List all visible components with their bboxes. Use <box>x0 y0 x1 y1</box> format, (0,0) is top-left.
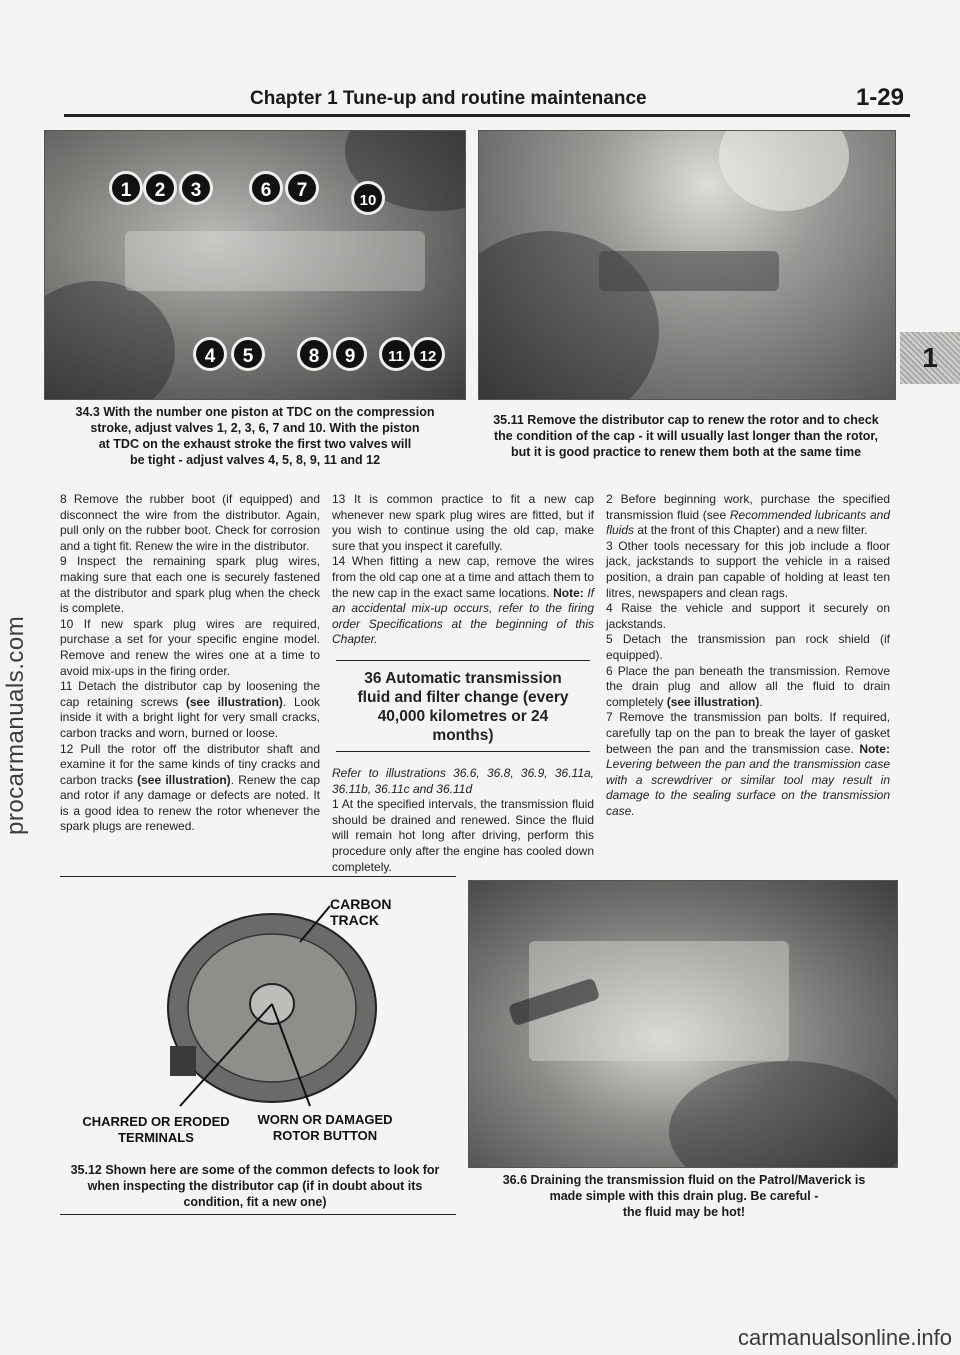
text-column-3 <box>606 492 890 819</box>
valve-number-badge: 3 <box>179 171 213 205</box>
refer-note: Refer to illustrations 36.6, 36.8, 36.9, 36.11a, 36.11b, 36.11c and 36.11d <box>332 765 594 796</box>
figure-36-6-photo <box>468 880 898 1168</box>
figure-35-12-caption: 35.12 Shown here are some of the common defects to look for when inspecting the distributor cap (if in doubt about its condition, fit a new one) <box>70 1163 440 1209</box>
valve-number-badge: 12 <box>411 337 445 371</box>
valve-number-badge: 1 <box>109 171 143 205</box>
label-charred-terminals: CHARRED OR ERODED TERMINALS <box>82 1114 230 1145</box>
valve-number-badge: 4 <box>193 337 227 371</box>
chapter-title: Chapter 1 Tune-up and routine maintenance <box>250 88 647 109</box>
paragraph: 10 If new spark plug wires are required, purchase a set for your specific engine model. Remove and renew the wires one at a time to avoid mix-ups in the firing order. <box>60 616 320 678</box>
figure-36-6-caption: 36.6 Draining the transmission fluid on the Patrol/Maverick is made simple with this drain plug. Be careful - the fluid may be hot! <box>502 1173 866 1219</box>
valve-number-badge: 10 <box>351 181 385 215</box>
figure-35-11-photo <box>478 130 896 400</box>
paragraph: 2 Before beginning work, purchase the specified transmission fluid (see Recommended lubricants and fluids at the front of this Chapter) and a new filter. <box>606 492 890 538</box>
valve-number-badge: 8 <box>297 337 331 371</box>
figure-34-3-caption: 34.3 With the number one piston at TDC on the compression stroke, adjust valves 1, 2, 3, 6, 7 and 10. With the piston at TDC on the exhaust stroke the first two valves will be tight - adjust valves 4, 5, 8, 9, 11 and 12 <box>75 405 435 467</box>
text-column-2 <box>332 492 594 875</box>
paragraph: 11 Detach the distributor cap by loosening the cap retaining screws (see illustration). Look inside it with a bright light for very small cracks, carbon tracks and worn, burned or loose. <box>60 679 320 740</box>
page-header <box>64 84 910 117</box>
page-number: 1-29 <box>855 84 904 111</box>
valve-number-badge: 7 <box>285 171 319 205</box>
valve-number-badge: 9 <box>333 337 367 371</box>
figure-35-11-caption: 35.11 Remove the distributor cap to renew the rotor and to check the condition of the cap - it will usually last longer than the rotor, but it is good practice to renew them both at the same time <box>493 413 879 459</box>
label-worn-rotor-button: WORN OR DAMAGED ROTOR BUTTON <box>257 1112 393 1143</box>
valve-number-badge: 11 <box>379 337 413 371</box>
figure-35-12-distributor-cap <box>150 896 390 1116</box>
figure-34-3-photo <box>44 130 466 400</box>
paragraph: 4 Raise the vehicle and support it securely on jackstands. <box>606 601 890 631</box>
section-title: 36 Automatic transmission fluid and filter change (every 40,000 kilometres or 24 months) <box>357 669 569 744</box>
text-column-1 <box>60 492 320 835</box>
label-carbon-track: CARBON TRACK <box>330 896 392 928</box>
paragraph: 3 Other tools necessary for this job include a floor jack, jackstands to support the vehicle in a raised position, a drain pan capable of holding at least ten litres, newspapers and clean rags. <box>606 538 890 600</box>
paragraph: 8 Remove the rubber boot (if equipped) and disconnect the wire from the distributor. Again, pull only on the rubber boot. Check for corrosion and a tight fit. Renew the wire in the distributor. <box>60 492 320 553</box>
figure-divider <box>60 1214 456 1215</box>
watermark-bottom: carmanualsonline.info <box>737 1325 952 1350</box>
valve-number-badge: 5 <box>231 337 265 371</box>
paragraph: 12 Pull the rotor off the distributor shaft and examine it for the same kinds of tiny cracks and carbon tracks (see illustration). Renew the cap and rotor if any damage or defects are noted. It is a good idea to renew the rotor whenever the spark plugs are renewed. <box>60 741 321 834</box>
paragraph: 14 When fitting a new cap, remove the wires from the old cap one at a time and attach them to the new cap in the exact same locations. Note: If an accidental mix-up occurs, refer to the firing order Specifications at the beginning of this Chapter. <box>332 554 594 647</box>
figure-divider <box>60 876 456 877</box>
section-rule <box>336 660 590 661</box>
paragraph: 1 At the specified intervals, the transmission fluid should be drained and renewed. Since the fluid will remain hot long after driving, perform this procedure only after the engine has cooled down completely. <box>332 797 594 874</box>
section-rule <box>336 751 590 752</box>
paragraph: 9 Inspect the remaining spark plug wires, making sure that each one is securely fastened at the distributor and spark plug when the check is complete. <box>60 554 320 616</box>
paragraph: 6 Place the pan beneath the transmission. Remove the drain plug and allow all the fluid to drain completely (see illustration). <box>606 663 890 709</box>
paragraph: 7 Remove the transmission pan bolts. If required, carefully tap on the pan to break the layer of gasket between the pan and the transmission case. Note: Levering between the pan and the transmission case with a screwdriver or similar tool may result in damage to the sealing surface on the transmission case. <box>606 710 890 818</box>
paragraph: 13 It is common practice to fit a new cap whenever new spark plug wires are fitted, but if you wish to continue using the old cap, make sure that you inspect it carefully. <box>332 492 594 553</box>
valve-number-badge: 2 <box>143 171 177 205</box>
paragraph: 5 Detach the transmission pan rock shield (if equipped). <box>606 632 890 662</box>
watermark-left: procarmanuals.com <box>2 615 29 835</box>
valve-number-badge: 6 <box>249 171 283 205</box>
chapter-side-tab: 1 <box>900 332 960 384</box>
